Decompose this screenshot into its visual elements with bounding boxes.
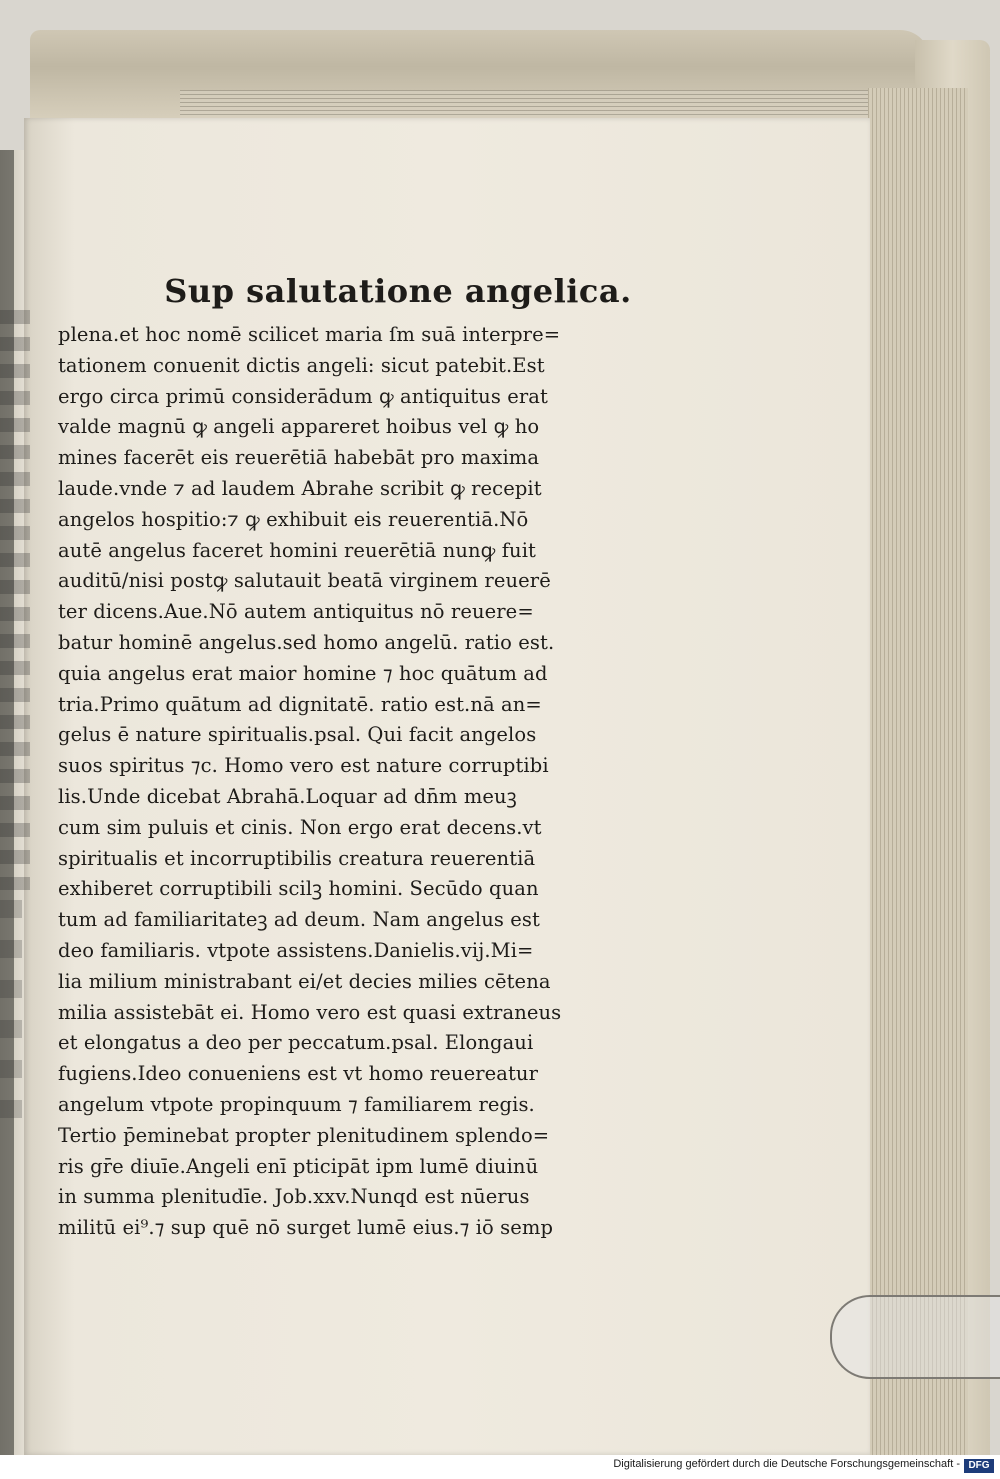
glass-clamp <box>830 1295 1000 1379</box>
text-line: plena.et hoc nomē scilicet maria ſm suā interpre= <box>58 323 561 346</box>
text-line: militū ei⁹.⁊ sup quē nō surget lumē eius.⁊ iō semp <box>58 1216 554 1240</box>
text-line: mines facerēt eis reuerētiā habebāt pro maxima <box>58 446 540 470</box>
text-line: milia assistebāt ei. Homo vero est quasi extraneus <box>58 1000 562 1024</box>
text-line: in summa plenitudīe. Job.xxv.Nunqd est nūerus <box>58 1185 530 1209</box>
text-line: tria.Primo quātum ad dignitatē. ratio est.nā an= <box>58 692 542 716</box>
text-line: ergo circa primū considerādum ꝙ antiquitus erat <box>58 384 548 408</box>
text-line: tum ad familiaritateꝫ ad deum. Nam angelus est <box>58 908 540 932</box>
fore-edge <box>868 88 968 1455</box>
text-line: suos spiritus ⁊c. Homo vero est nature corruptibi <box>58 754 549 778</box>
text-line: lis.Unde dicebat Abrahā.Loquar ad dn̄m meuꝫ <box>58 784 517 808</box>
text-line: auditū/nisi postꝙ salutauit beatā virginem reuerē <box>58 569 551 593</box>
text-line: quia angelus erat maior homine ⁊ hoc quātum ad <box>58 661 548 685</box>
running-header: Sup salutatione angelica. <box>164 272 632 310</box>
text-lines <box>58 320 678 1244</box>
text-line: angelum vtpote propinquum ⁊ familiarem regis. <box>58 1092 535 1116</box>
text-line: et elongatus a deo per peccatum.psal. Elongaui <box>58 1031 534 1055</box>
neighbour-page-bleed-lower <box>0 900 22 1140</box>
text-line: exhiberet corruptibili scilꝫ homini. Secūdo quan <box>58 877 539 901</box>
text-line: deo familiaris. vtpote assistens.Danielis.vij.Mi= <box>58 938 534 962</box>
text-line: autē angelus faceret homini reuerētiā nunꝙ fuit <box>58 538 536 562</box>
neighbour-page-bleed <box>0 310 30 890</box>
text-line: tationem conuenit dictis angeli: sicut patebit.Est <box>58 353 545 377</box>
text-line: Tertio p̄eminebat propter plenitudinem splendo= <box>58 1123 550 1147</box>
footer-bar <box>0 1455 1000 1479</box>
text-line: ter dicens.Aue.Nō autem antiquitus nō reuere= <box>58 600 534 624</box>
text-line: lia milium ministrabant ei/et decies milies cētena <box>58 969 551 993</box>
text-line: laude.vnde ⁊ ad laudem Abrahe scribit ꝙ recepit <box>58 476 542 500</box>
text-line: cum sim puluis et cinis. Non ergo erat decens.vt <box>58 815 542 839</box>
footer-credit: Digitalisierung gefördert durch die Deutsche Forschungsgemeinschaft - <box>613 1458 960 1470</box>
text-line: spiritualis et incorruptibilis creatura reuerentiā <box>58 846 536 870</box>
text-line: angelos hospitio:⁊ ꝙ exhibuit eis reuerentiā.Nō <box>58 507 529 531</box>
dfg-logo: DFG <box>964 1459 994 1473</box>
text-line: valde magnū ꝙ angeli appareret hoibus vel ꝙ ho <box>58 415 540 439</box>
text-line: fugiens.Ideo conueniens est vt homo reuereatur <box>58 1062 539 1086</box>
text-line: ris gr̄e diuīe.Angeli enī pticipāt ipm lumē diuinū <box>58 1154 539 1178</box>
text-line: batur hominē angelus.sed homo angelū. ratio est. <box>58 630 555 654</box>
text-line: gelus ē nature spiritualis.psal. Qui facit angelos <box>58 723 537 747</box>
page-text <box>58 272 678 1244</box>
